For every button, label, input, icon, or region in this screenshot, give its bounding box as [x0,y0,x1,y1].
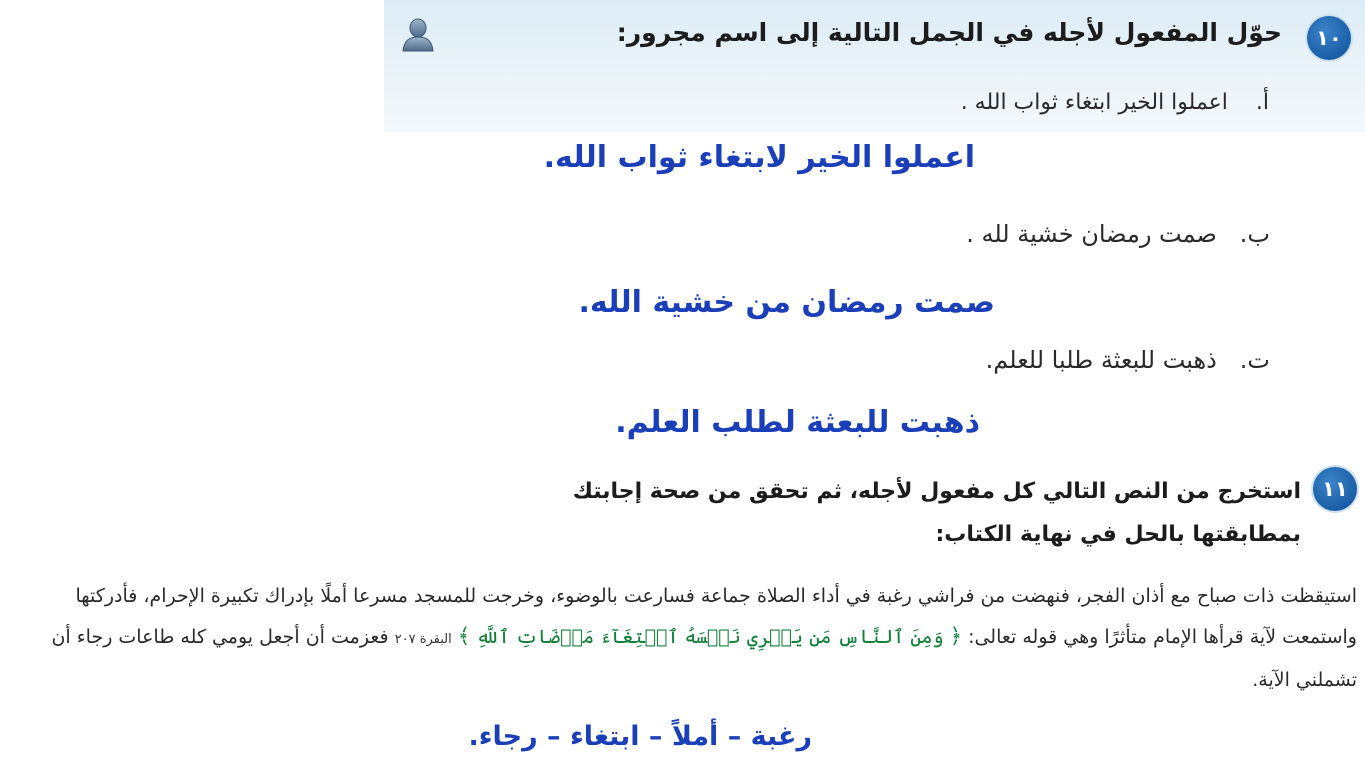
item-c-text: ذهبت للبعثة طلبا للعلم. [985,346,1217,374]
passage-before: استيقظت ذات صباح مع أذان الفجر، فنهضت من فراشي رغبة في أداء الصلاة جماعة فسارعت بالوضوء، وخرجت للمسجد مسرعا أملًا بإدراك تكبيرة الإحرام، فأدركتها واستمعت لآية قرأها الإمام متأثرًا وهي قوله تعالى: [75,585,1357,648]
question-11-number: ١١ [1313,467,1357,511]
passage-after: فعزمت أن أجعل يومي كله طاعات رجاء أن تشملني الآية. [51,626,1357,691]
item-a-label: أ. [1255,90,1269,115]
item-a-text: اعملوا الخير ابتغاء ثواب الله . [960,90,1228,115]
question-10-item-b [966,220,1270,248]
quran-verse: وَمِنَ ٱلنَّاسِ مَن يَشۡرِي نَفۡسَهُ ٱبۡتِغَآءَ مَرۡضَاتِ ٱللَّهِ [476,626,944,648]
item-c-label: ت. [1239,346,1270,374]
answer-b: صمت رمضان من خشية الله. [578,285,995,320]
verse-reference: البقرة ٢٠٧ [394,632,452,647]
item-b-text: صمت رمضان خشية لله . [966,220,1217,248]
question-10-item-c [986,346,1270,374]
verse-open-bracket: ﴿ [949,624,963,648]
question-11-passage [7,576,1357,700]
question-10-title: حوّل المفعول لأجله في الجمل التالية إلى اسم مجرور: [616,18,1282,47]
answer-a: اعملوا الخير لابتغاء ثواب الله. [543,140,975,175]
item-b-label: ب. [1239,220,1270,248]
verse-close-bracket: ﴾ [457,624,471,648]
answer-c: ذهبت للبعثة لطلب العلم. [615,405,980,440]
question-11-title: استخرج من النص التالي كل مفعول لأجله، ثم تحقق من صحة إجابتك بمطابقتها بالحل في نهاية الكتاب: [572,479,1301,547]
person-icon [398,14,438,54]
question-11-answer: رغبة – أملاً – ابتغاء – رجاء. [468,721,812,752]
question-10-number: ١٠ [1307,16,1351,60]
question-10-item-a [961,90,1269,115]
